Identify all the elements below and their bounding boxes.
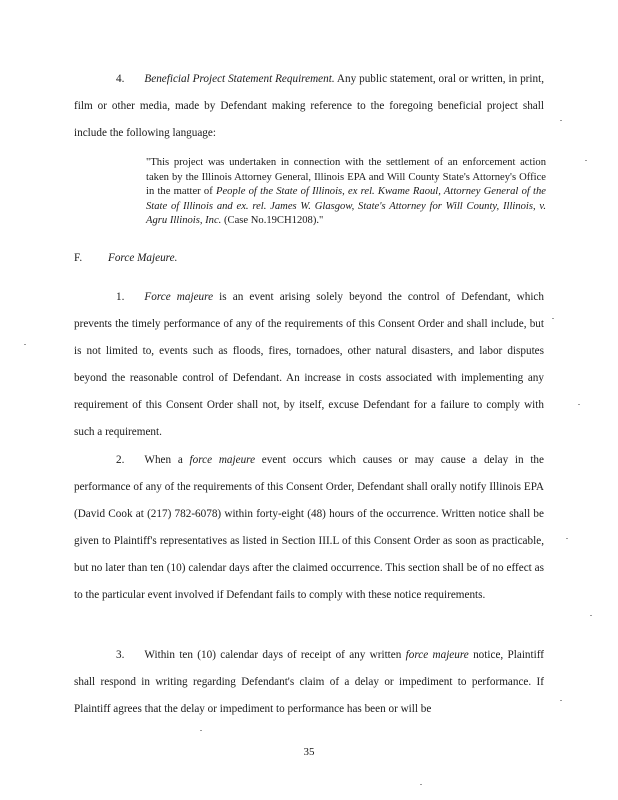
scan-speck xyxy=(578,404,580,405)
quote-case-caption: People of the State of Illinois, ex rel. Kwame Raoul, Attorney General of the State of Illinois and ex. rel. James W. Glasgow, State's Attorney for Will County, Illinois, v. Agru Illinois, Inc. xyxy=(146,186,546,227)
paragraph-term: force majeure xyxy=(189,454,256,466)
scan-speck xyxy=(585,160,587,161)
scan-speck xyxy=(590,615,592,616)
paragraph-text: Any public statement, oral or written, in print, film or other media, made by Defendant making reference to the foregoing beneficial project shall include the following language: xyxy=(74,73,544,139)
scan-speck xyxy=(24,344,26,345)
paragraph-text-1: When a xyxy=(144,454,190,466)
scan-speck xyxy=(420,784,422,785)
scan-speck xyxy=(560,120,562,121)
paragraph-text-2: notice, Plaintiff shall respond in writing regarding Defendant's claim of a delay or impediment to performance. If Plaintiff agrees that the delay or impediment to performance has been or will be xyxy=(74,649,544,715)
paragraph-heading: Beneficial Project Statement Requirement. xyxy=(144,73,335,85)
paragraph-text: is an event arising solely beyond the control of Defendant, which prevents the timely performance of any of the requirements of this Consent Order and shall include, but is not limited to, events such as floods, fires, tornadoes, other natural disasters, and labor disputes beyond the reasonable control of Defendant. An increase in costs associated with implementing any requirement of this Consent Order shall not, by itself, excuse Defendant for a failure to comply with such a requirement. xyxy=(74,291,544,438)
section-title: Force Majeure. xyxy=(108,252,178,264)
paragraph-number: 3. xyxy=(116,649,125,661)
paragraph-text-1: Within ten (10) calendar days of receipt of any written xyxy=(144,649,406,661)
section-heading-f xyxy=(74,252,177,264)
section-label: F. xyxy=(74,252,83,264)
scan-speck xyxy=(566,538,568,539)
paragraph-f2 xyxy=(74,447,544,609)
scan-speck xyxy=(560,700,562,701)
page-number: 35 xyxy=(303,746,315,758)
quote-text-1: "This project was undertaken in connection with the settlement of an enforcement action taken by the Illinois Attorney General, Illinois EPA and Will County State's Attorney's Office in the matter of xyxy=(146,157,546,198)
paragraph-text-2: event occurs which causes or may cause a delay in the performance of any of the requirements of this Consent Order, Defendant shall orally notify Illinois EPA (David Cook at (217) 782-6078) within forty-eight (48) hours of the occurrence. Written notice shall be given to Plaintiff's representatives as listed in Section III.L of this Consent Order as soon as practicable, but no later than ten (10) calendar days after the claimed occurrence. This section shall be of no effect as to the particular event involved if Defendant fails to comply with these notice requirements. xyxy=(74,454,544,601)
paragraph-number: 4. xyxy=(116,73,125,85)
quote-text-2: (Case No.19CH1208)." xyxy=(221,215,324,227)
paragraph-number: 1. xyxy=(116,291,125,303)
scan-speck xyxy=(200,730,202,731)
paragraph-f3 xyxy=(74,642,544,723)
paragraph-term: Force majeure xyxy=(144,291,214,303)
paragraph-number: 2. xyxy=(116,454,125,466)
paragraph-4 xyxy=(74,66,544,147)
scan-speck xyxy=(552,318,554,319)
block-quote xyxy=(146,156,546,229)
paragraph-term: force majeure xyxy=(405,649,469,661)
paragraph-f1 xyxy=(74,284,544,446)
